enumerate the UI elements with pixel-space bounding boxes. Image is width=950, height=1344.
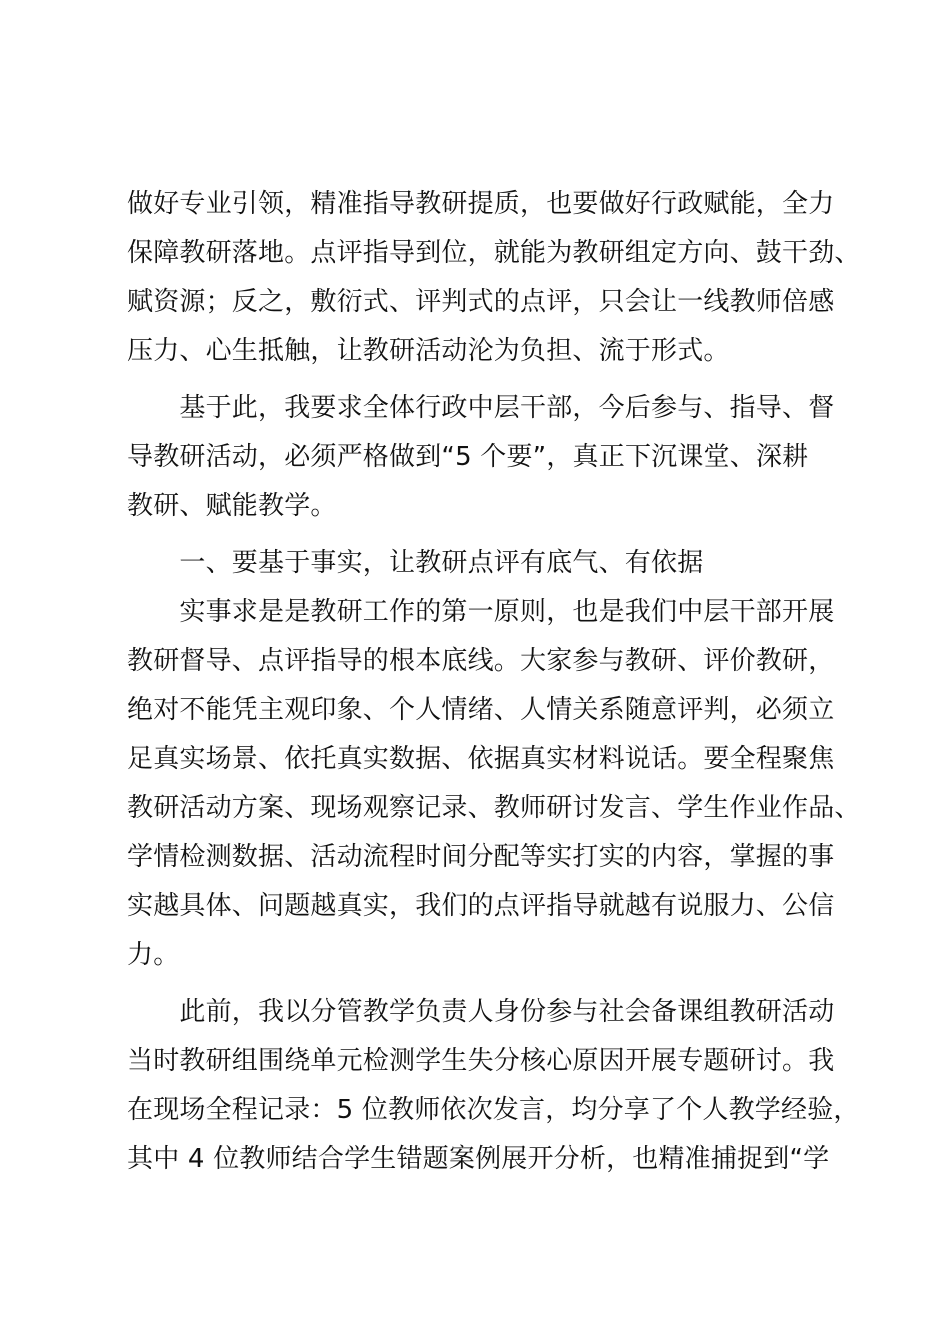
document-body xyxy=(127,180,861,1184)
text-line: 赋资源；反之，敷衍式、评判式的点评，只会让一线教师倍感 xyxy=(127,287,835,317)
text-line: 实越具体、问题越真实，我们的点评指导就越有说服力、公信 xyxy=(127,891,835,921)
text-line: 教研督导、点评指导的根本底线。大家参与教研、评价教研， xyxy=(127,646,835,676)
text-line: 教研活动方案、现场观察记录、教师研讨发言、学生作业作品、 xyxy=(127,793,861,823)
text-line: 力。 xyxy=(127,940,180,970)
text-line: 导教研活动，必须严格做到“5 个要”，真正下沉课堂、深耕 xyxy=(127,442,809,472)
text-line: 做好专业引领，精准指导教研提质，也要做好行政赋能，全力 xyxy=(127,189,835,219)
text-line: 压力、心生抵触，让教研活动沦为负担、流于形式。 xyxy=(127,336,730,366)
text-line: 在现场全程记录：5 位教师依次发言，均分享了个人教学经验， xyxy=(127,1095,860,1125)
text-line: 实事求是是教研工作的第一原则，也是我们中层干部开展 xyxy=(127,597,835,627)
text-line: 其中 4 位教师结合学生错题案例展开分析，也精准捕捉到“学 xyxy=(127,1144,830,1174)
text-line: 此前，我以分管教学负责人身份参与社会备课组教研活动 xyxy=(127,997,835,1027)
text-line: 学情检测数据、活动流程时间分配等实打实的内容，掌握的事 xyxy=(127,842,835,872)
text-line: 基于此，我要求全体行政中层干部，今后参与、指导、督 xyxy=(127,393,835,423)
text-line: 足真实场景、依托真实数据、依据真实材料说话。要全程聚焦 xyxy=(127,744,835,774)
text-line: 当时教研组围绕单元检测学生失分核心原因开展专题研讨。我 xyxy=(127,1046,835,1076)
text-line: 教研、赋能教学。 xyxy=(127,491,337,521)
text-line: 保障教研落地。点评指导到位，就能为教研组定方向、鼓干劲、 xyxy=(127,238,861,268)
text-line: 绝对不能凭主观印象、个人情绪、人情关系随意评判，必须立 xyxy=(127,695,835,725)
section-heading: 一、要基于事实，让教研点评有底气、有依据 xyxy=(127,548,704,578)
